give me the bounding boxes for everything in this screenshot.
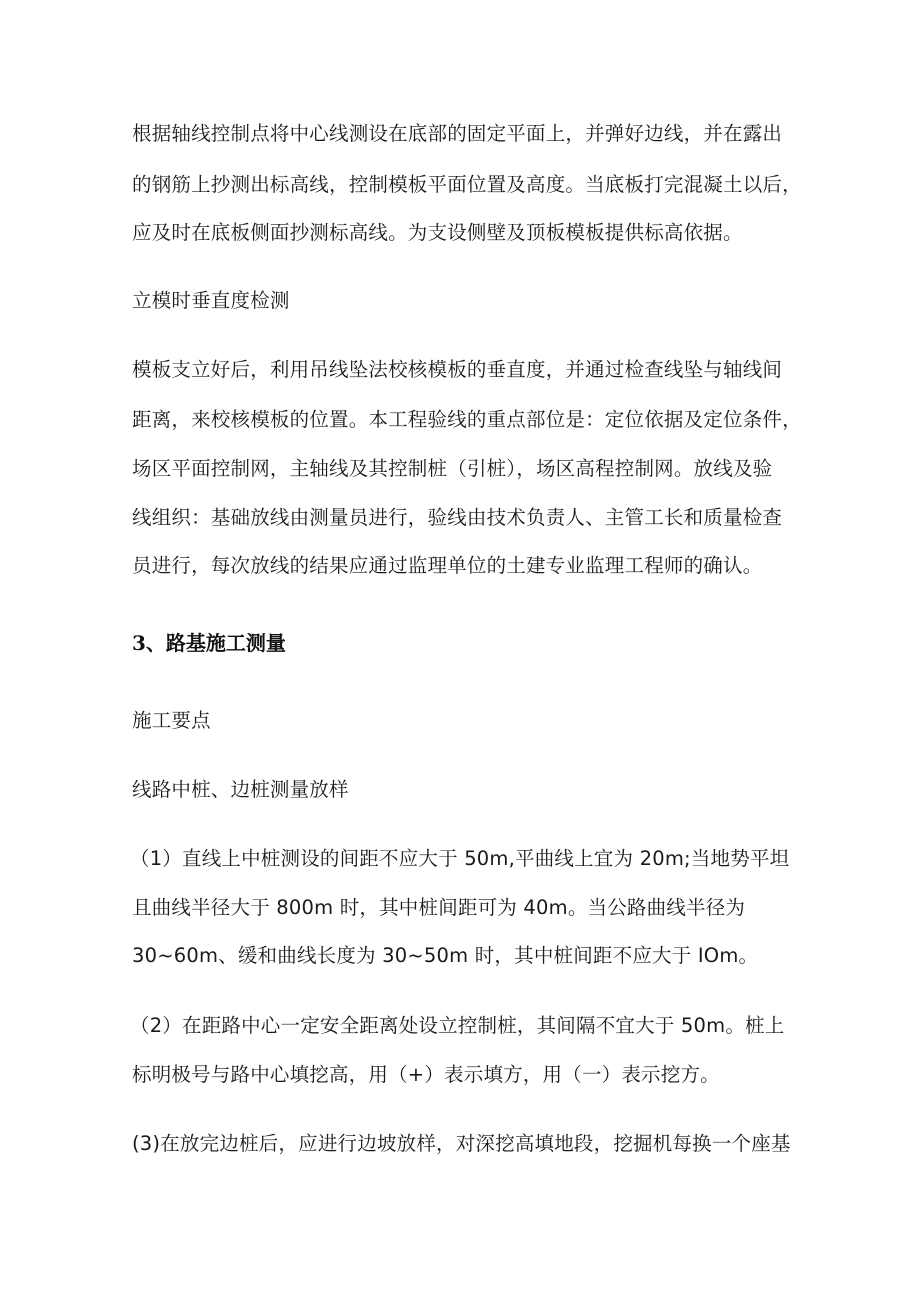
paragraph-2-line-1: 模板支立好后，利用吊线坠法校核模板的垂直度，并通过检查线坠与轴线间 — [132, 358, 783, 381]
item-1-line-3: 30~60m、缓和曲线长度为 30~50m 时，其中桩间距不应大于 IOm。 — [132, 944, 759, 967]
item-2-line-1: （2）在距路中心一定安全距离处设立控制桩，其间隔不宜大于 50m。桩上 — [130, 1014, 785, 1037]
paragraph-2-line-3: 场区平面控制网，主轴线及其控制桩（引桩），场区高程控制网。放线及验 — [132, 457, 773, 480]
subheading-verticality-check: 立模时垂直度检测 — [132, 289, 290, 312]
subheading-construction-points: 施工要点 — [132, 709, 211, 732]
paragraph-2-line-4: 线组织：基础放线由测量员进行，验线由技术负责人、主管工长和质量检查 — [132, 506, 783, 529]
paragraph-1-line-2: 的钢筋上抄测出标高线，控制模板平面位置及高度。当底板打完混凝土以后， — [132, 173, 802, 196]
paragraph-1-line-3: 应及时在底板侧面抄测标高线。为支设侧壁及顶板模板提供标高依据。 — [132, 221, 743, 244]
section-3-heading: 3、路基施工测量 — [132, 631, 286, 655]
item-1-line-2: 且曲线半径大于 800m 时，其中桩间距可为 40m。当公路曲线半径为 — [132, 896, 746, 919]
item-1-line-1: （1）直线上中桩测设的间距不应大于 50m,平曲线上宜为 20m;当地势平坦 — [130, 847, 790, 870]
item-2-line-2: 标明极号与路中心填挖高，用（+）表示填方，用（一）表示挖方。 — [132, 1063, 720, 1086]
paragraph-2-line-2: 距离，来校核模板的位置。本工程验线的重点部位是：定位依据及定位条件， — [132, 408, 802, 431]
paragraph-2-line-5: 员进行，每次放线的结果应通过监理单位的土建专业监理工程师的确认。 — [132, 554, 763, 577]
subheading-stake-layout: 线路中桩、边桩测量放样 — [132, 778, 349, 801]
item-3-line-1: (3)在放完边桩后，应进行边坡放样，对深挖高填地段，挖掘机每换一个座基 — [132, 1132, 791, 1155]
paragraph-1-line-1: 根据轴线控制点将中心线测设在底部的固定平面上，并弹好边线，并在露出 — [132, 122, 783, 145]
